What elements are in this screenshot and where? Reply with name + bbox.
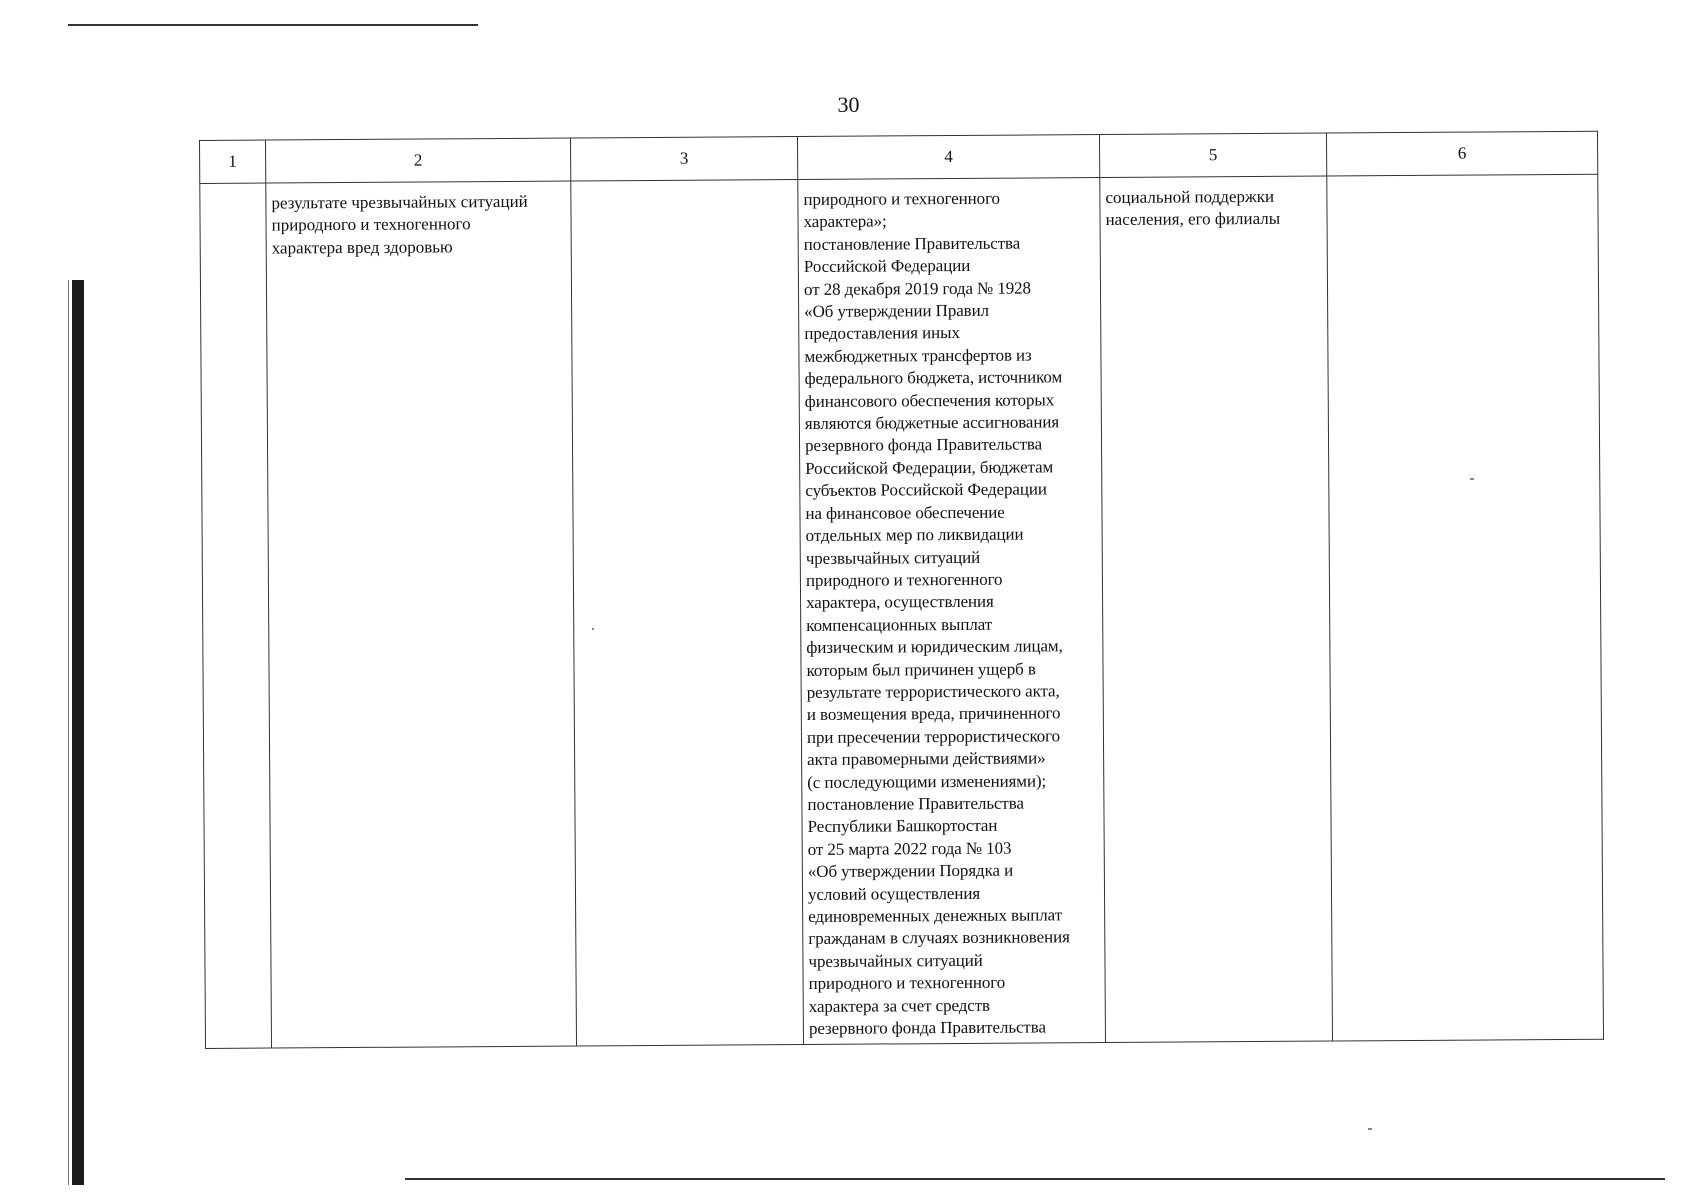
column-header-4: 4 (797, 135, 1099, 180)
scan-edge-line-top (68, 24, 478, 26)
cell-col-3 (571, 180, 804, 1047)
cell-col-1-text (200, 184, 265, 197)
cell-col-6 (1327, 174, 1604, 1041)
scan-edge-bar-left (72, 280, 84, 1185)
cell-col-6-text (1327, 175, 1597, 190)
cell-col-1 (200, 183, 272, 1049)
cell-col-2-text: результате чрезвычайных ситуаций природного и техногенного характера вред здоровью (271, 191, 528, 258)
column-header-3: 3 (570, 137, 797, 182)
table-row (200, 174, 1604, 1049)
cell-col-2 (266, 181, 577, 1048)
cell-col-4 (798, 178, 1106, 1045)
column-header-6: 6 (1326, 131, 1597, 176)
cell-col-3-text (571, 180, 797, 194)
scan-edge-line-left (68, 280, 69, 1185)
cell-col-5-text: социальной поддержки населения, его филиалы (1105, 186, 1281, 230)
page-number: 30 (837, 92, 860, 117)
column-header-1: 1 (200, 140, 266, 183)
scan-speck (1368, 1128, 1372, 1130)
scan-edge-line-bottom (405, 1178, 1665, 1180)
cell-col-4-text: природного и техногенного характера»; постановление Правительства Российской Федерации от 28 декабря 2019 года № 1928 «Об утверждении Правил предоставления иных межбюджетных трансфертов из федерального бюджета, источником финансового обеспечения которых являются бюджетные ассигнования резервного фонда Правительства Российской Федерации, бюджетам субъектов Российской Федерации на финансовое обеспечение отдельных мер по ликвидации чрезвычайных ситуаций природного и техногенного характера, осуществления компенсационных выплат физическим и юридическим лицам, которым был причинен ущерб в результате террористического акта, и возмещения вреда, причиненного при пресечении террористического акта правомерными действиями» (с последующими изменениями); постановление Правительства Республики Башкортостан от 25 марта 2022 года № 103 «Об утверждении Порядка и условий осуществления единовременных денежных выплат гражданам в случаях возникновения чрезвычайных ситуаций природного и техногенного характера за счет средств резервного фонда Правительства (803, 188, 1070, 1039)
column-header-2: 2 (266, 138, 571, 183)
column-header-5: 5 (1099, 133, 1326, 178)
cell-col-5 (1100, 176, 1333, 1043)
document-table (199, 131, 1604, 1050)
